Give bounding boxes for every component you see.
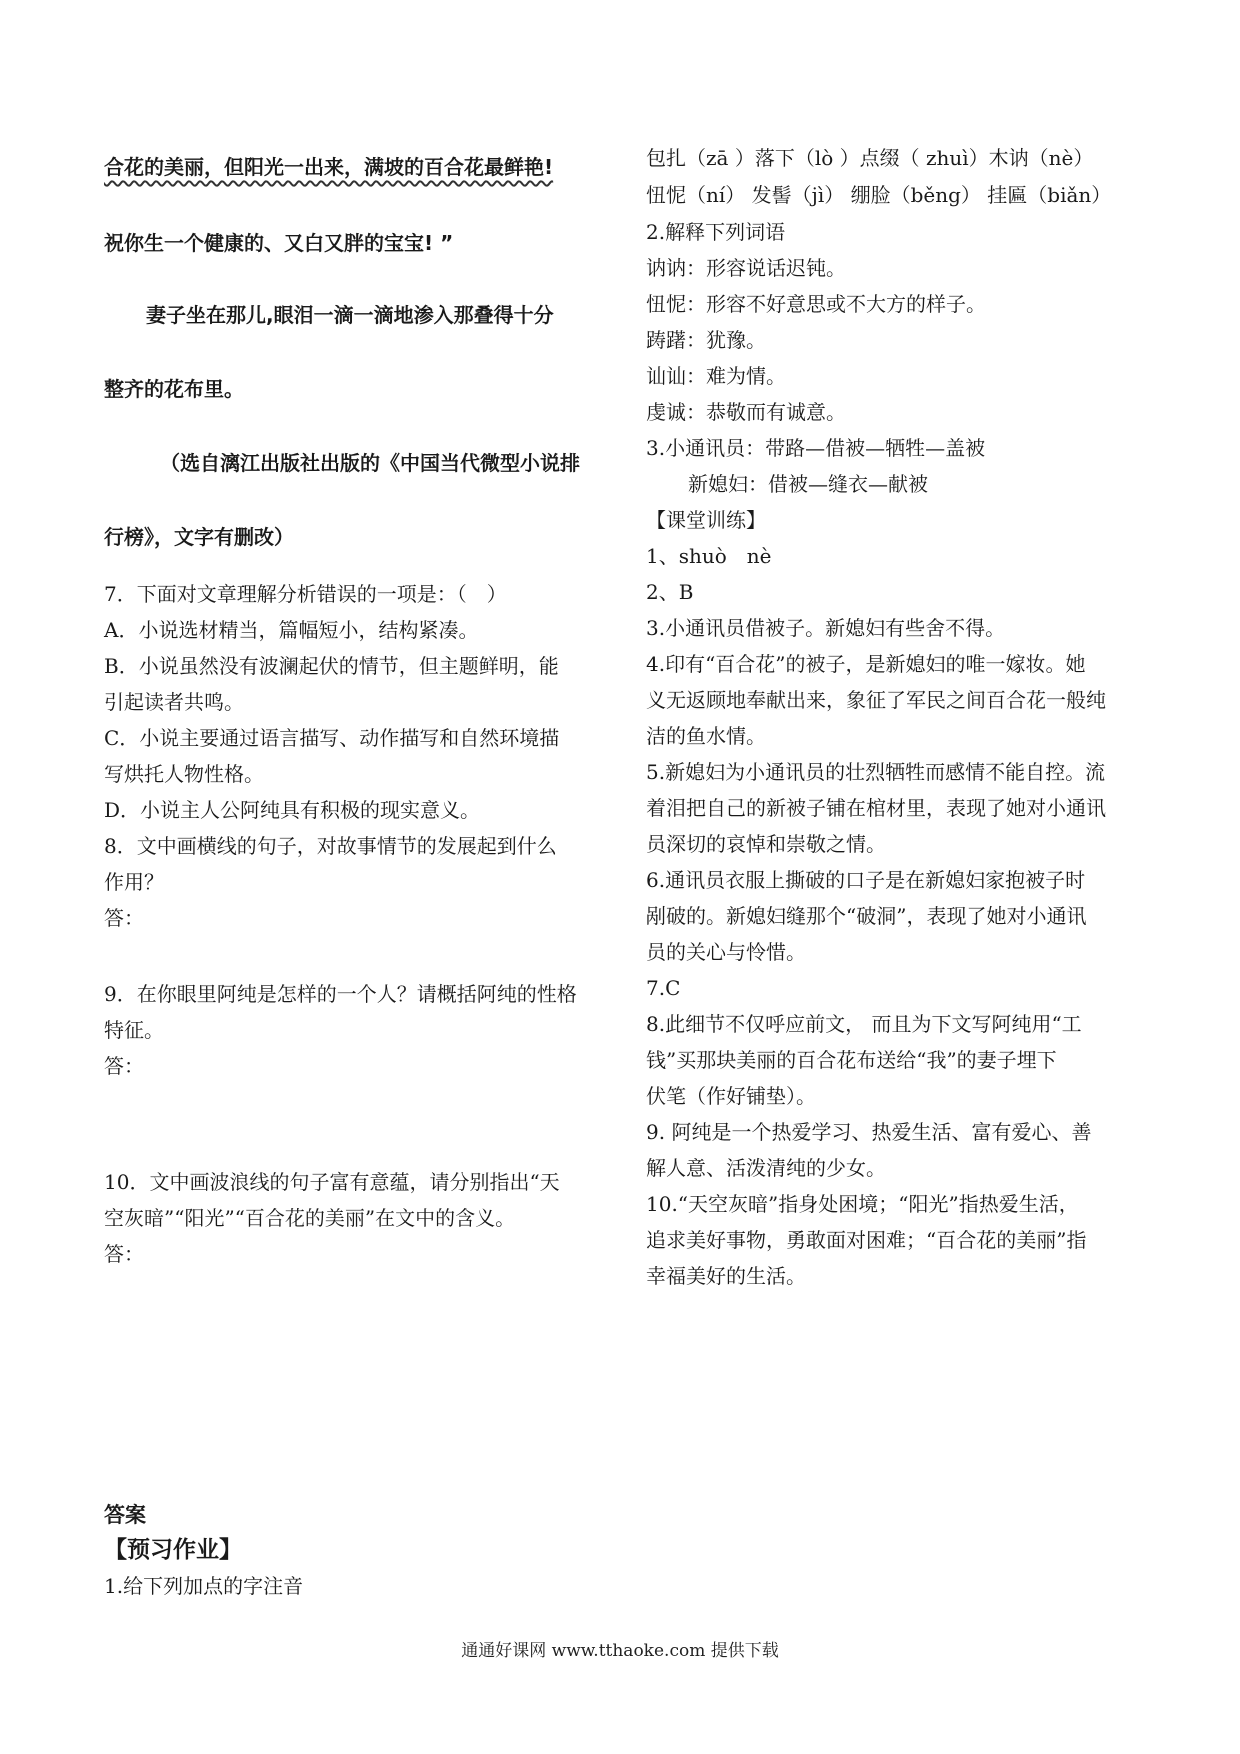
answer-10-line-3: 幸福美好的生活。 <box>646 1264 806 1288</box>
story-paragraph-3b: 整齐的花布里。 <box>104 377 244 401</box>
story-paragraph-2: 祝你生一个健康的、又白又胖的宝宝! ” <box>104 231 454 255</box>
pinyin-row-2: 忸怩（ní） 发髻（jì） 绷脸（běng） 挂匾（biǎn） <box>646 183 1112 207</box>
training-4-line-2: 义无返顾地奉献出来，象征了军民之间百合花一般纯 <box>646 688 1106 712</box>
question-10-line-2: 空灰暗”“阳光”“百合花的美丽”在文中的含义。 <box>104 1206 516 1230</box>
training-5-line-1: 5.新媳妇为小通讯员的壮烈牺牲而感情不能自控。流 <box>646 760 1106 784</box>
answer-10-line-1: 10.“天空灰暗”指身处困境；“阳光”指热爱生活， <box>646 1192 1079 1216</box>
question-7-option-c-2: 写烘托人物性格。 <box>104 762 264 786</box>
question-7-option-c-1: C．小说主要通过语言描写、动作描写和自然环境描 <box>104 726 560 750</box>
answer-8-label: 答： <box>104 906 144 930</box>
preview-homework-heading: 【预习作业】 <box>104 1537 242 1563</box>
answer-9-line-1: 9. 阿纯是一个热爱学习、热爱生活、富有爱心、善 <box>646 1120 1092 1144</box>
answer-7: 7.C <box>646 976 681 1000</box>
question-10-line-1: 10．文中画波浪线的句子富有意蕴，请分别指出“天 <box>104 1170 560 1194</box>
question-7: 7．下面对文章理解分析错误的一项是：（ ） <box>104 582 507 606</box>
question-8-line-2: 作用？ <box>104 870 164 894</box>
pinyin-row-1: 包扎（zā ）落下（lò ）点缀（ zhuì）木讷（nè） <box>646 146 1094 170</box>
answer-10-label: 答： <box>104 1242 144 1266</box>
question-8-line-1: 8．文中画横线的句子，对故事情节的发展起到什么 <box>104 834 557 858</box>
word-def-2: 忸怩：形容不好意思或不大方的样子。 <box>646 292 986 316</box>
section-2-title: 2.解释下列词语 <box>646 220 786 244</box>
word-def-5: 虔诚：恭敬而有诚意。 <box>646 400 846 424</box>
section-3-line-1: 3.小通讯员：带路—借被—牺牲—盖被 <box>646 436 986 460</box>
answer-9-label: 答： <box>104 1054 144 1078</box>
story-paragraph-3a: 妻子坐在那儿,眼泪一滴一滴地渗入那叠得十分 <box>146 303 554 327</box>
training-3: 3.小通讯员借被子。新媳妇有些舍不得。 <box>646 616 1006 640</box>
answer-10-line-2: 追求美好事物，勇敢面对困难；“百合花的美丽”指 <box>646 1228 1087 1252</box>
answer-8-line-3: 伏笔（作好铺垫）。 <box>646 1084 816 1108</box>
question-7-option-b-2: 引起读者共鸣。 <box>104 690 244 714</box>
word-def-3: 踌躇：犹豫。 <box>646 328 766 352</box>
training-6-line-1: 6.通讯员衣服上撕破的口子是在新媳妇家抱被子时 <box>646 868 1086 892</box>
answers-section <box>104 1498 704 1604</box>
training-1: 1、shuò nè <box>646 544 772 568</box>
word-def-4: 讪讪：难为情。 <box>646 364 786 388</box>
right-column <box>646 140 1146 1294</box>
answer-9-line-2: 解人意、活泼清纯的少女。 <box>646 1156 886 1180</box>
training-5-line-3: 员深切的哀悼和崇敬之情。 <box>646 832 886 856</box>
answers-heading: 答案 <box>104 1503 146 1527</box>
answer-8-line-1: 8.此细节不仅呼应前文， 而且为下文写阿纯用“工 <box>646 1012 1082 1036</box>
class-training-heading: 【课堂训练】 <box>646 508 766 532</box>
question-9-line-1: 9．在你眼里阿纯是怎样的一个人？请概括阿纯的性格 <box>104 982 577 1006</box>
question-7-option-d: D．小说主人公阿纯具有积极的现实意义。 <box>104 798 481 822</box>
question-9-line-2: 特征。 <box>104 1018 164 1042</box>
question-7-option-a: A．小说选材精当，篇幅短小，结构紧凑。 <box>104 618 479 642</box>
page-footer: 通通好课网 www.tthaoke.com 提供下载 <box>461 1641 779 1661</box>
training-2: 2、B <box>646 580 694 604</box>
question-7-option-b-1: B．小说虽然没有波澜起伏的情节，但主题鲜明，能 <box>104 654 559 678</box>
training-4-line-3: 洁的鱼水情。 <box>646 724 766 748</box>
preview-item-1: 1.给下列加点的字注音 <box>104 1574 304 1598</box>
word-def-1: 讷讷：形容说话迟钝。 <box>646 256 846 280</box>
training-6-line-2: 剐破的。新媳妇缝那个“破洞”，表现了她对小通讯 <box>646 904 1087 928</box>
answer-8-line-2: 钱”买那块美丽的百合花布送给“我”的妻子埋下 <box>646 1048 1057 1072</box>
section-3-line-2: 新媳妇：借被—缝衣—献被 <box>688 472 928 496</box>
story-paragraph-1: 合花的美丽，但阳光一出来，满坡的百合花最鲜艳! <box>104 155 554 179</box>
source-note-b: 行榜》，文字有删改） <box>104 525 294 549</box>
source-note-a: （选自漓江出版社出版的《中国当代微型小说排 <box>160 451 580 475</box>
training-5-line-2: 着泪把自己的新被子铺在棺材里，表现了她对小通讯 <box>646 796 1106 820</box>
left-column <box>104 140 604 1272</box>
training-4-line-1: 4.印有“百合花”的被子，是新媳妇的唯一嫁妆。她 <box>646 652 1086 676</box>
training-6-line-3: 员的关心与怜惜。 <box>646 940 806 964</box>
